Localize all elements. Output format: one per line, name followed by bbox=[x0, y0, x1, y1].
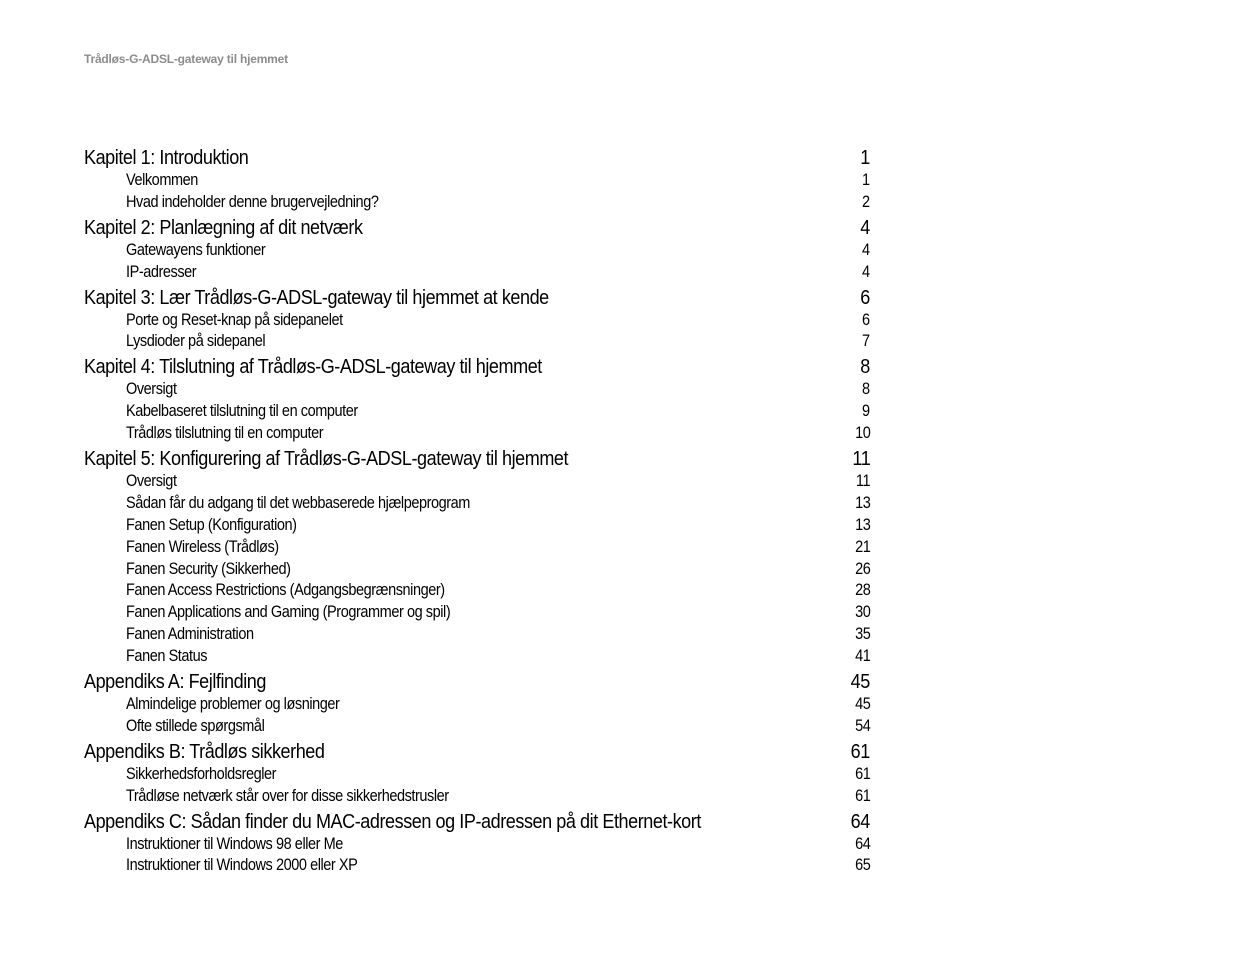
toc-entry-title: Velkommen bbox=[126, 171, 198, 189]
toc-section-entry[interactable] bbox=[84, 240, 870, 262]
toc-entry-title: Kapitel 3: Lær Trådløs-G-ADSL-gateway til hjemmet at kende bbox=[84, 285, 549, 309]
toc-entry-page-number: 61 bbox=[850, 739, 870, 763]
toc-section-entry[interactable] bbox=[84, 331, 870, 353]
toc-entry-title: Kapitel 1: Introduktion bbox=[84, 146, 249, 169]
toc-entry-page-number: 6 bbox=[862, 310, 870, 329]
toc-section-entry[interactable] bbox=[84, 602, 870, 624]
toc-entry-page-number: 8 bbox=[860, 355, 870, 379]
toc-entry-title: Kapitel 4: Tilslutning af Trådløs-G-ADSL-gateway til hjemmet bbox=[84, 355, 542, 379]
toc-chapter-entry[interactable] bbox=[84, 669, 870, 694]
toc-entry-page-number: 13 bbox=[854, 515, 870, 534]
toc-chapter-entry[interactable] bbox=[84, 354, 870, 379]
toc-entry-page-number: 30 bbox=[854, 603, 870, 622]
toc-section-entry[interactable] bbox=[84, 192, 870, 214]
toc-entry-page-number: 65 bbox=[854, 856, 870, 875]
toc-entry-title: Kabelbaseret tilslutning til en computer bbox=[126, 402, 358, 421]
toc-section-entry[interactable] bbox=[84, 262, 870, 284]
toc-entry-page-number: 61 bbox=[854, 764, 870, 783]
toc-entry-page-number: 11 bbox=[852, 447, 870, 471]
toc-entry-title: Oversigt bbox=[126, 380, 177, 399]
toc-entry-page-number: 45 bbox=[854, 695, 870, 714]
toc-entry-title: Appendiks C: Sådan finder du MAC-adressen og IP-adressen på dit Ethernet-kort bbox=[84, 809, 701, 833]
toc-entry-title: Oversigt bbox=[126, 472, 177, 491]
toc-entry-page-number: 2 bbox=[862, 192, 870, 211]
toc-entry-page-number: 4 bbox=[860, 215, 870, 239]
toc-entry-title: Appendiks B: Trådløs sikkerhed bbox=[84, 739, 325, 763]
toc-entry-page-number: 45 bbox=[850, 670, 870, 694]
toc-section-entry[interactable] bbox=[84, 401, 870, 423]
toc-entry-title: Appendiks A: Fejlfinding bbox=[84, 670, 266, 694]
toc-section-entry[interactable] bbox=[84, 786, 870, 808]
toc-entry-page-number: 7 bbox=[862, 332, 870, 351]
toc-entry-page-number: 1 bbox=[860, 146, 870, 169]
toc-entry-title: Kapitel 2: Planlægning af dit netværk bbox=[84, 215, 363, 239]
toc-section-entry[interactable] bbox=[84, 471, 870, 493]
toc-section-entry[interactable] bbox=[84, 694, 870, 716]
toc-entry-page-number: 6 bbox=[860, 285, 870, 309]
toc-entry-title: Fanen Setup (Konfiguration) bbox=[126, 515, 297, 534]
toc-section-entry[interactable] bbox=[84, 493, 870, 515]
toc-entry-title: Fanen Status bbox=[126, 647, 208, 666]
toc-section-entry[interactable] bbox=[84, 515, 870, 537]
toc-section-entry[interactable] bbox=[84, 764, 870, 786]
toc-entry-title: Fanen Administration bbox=[126, 625, 254, 644]
toc-chapter-entry[interactable] bbox=[84, 215, 870, 240]
toc-entry-page-number: 64 bbox=[854, 834, 870, 853]
toc-entry-page-number: 28 bbox=[854, 581, 870, 600]
toc-entry-page-number: 1 bbox=[862, 171, 870, 189]
toc-entry-title: Trådløs tilslutning til en computer bbox=[126, 424, 324, 443]
toc-section-entry[interactable] bbox=[84, 423, 870, 445]
toc-entry-page-number: 26 bbox=[854, 559, 870, 578]
toc-entry-title: Sikkerhedsforholdsregler bbox=[126, 764, 277, 783]
toc-entry-title: Sådan får du adgang til det webbaserede hjælpeprogram bbox=[126, 493, 470, 512]
toc-section-entry[interactable] bbox=[84, 559, 870, 581]
toc-entry-title: Fanen Applications and Gaming (Programmer og spil) bbox=[126, 603, 451, 622]
toc-entry-title: Kapitel 5: Konfigurering af Trådløs-G-ADSL-gateway til hjemmet bbox=[84, 447, 569, 471]
toc-entry-title: Porte og Reset-knap på sidepanelet bbox=[126, 310, 343, 329]
toc-section-entry[interactable] bbox=[84, 834, 870, 856]
toc-chapter-entry[interactable] bbox=[84, 145, 870, 170]
toc-entry-page-number: 54 bbox=[854, 716, 870, 735]
toc-section-entry[interactable] bbox=[84, 537, 870, 559]
toc-entry-title: Instruktioner til Windows 2000 eller XP bbox=[126, 856, 358, 875]
toc-section-entry[interactable] bbox=[84, 580, 870, 602]
toc-entry-page-number: 10 bbox=[854, 424, 870, 443]
toc-entry-title: Lysdioder på sidepanel bbox=[126, 332, 266, 351]
toc-section-entry[interactable] bbox=[84, 170, 870, 192]
toc-entry-page-number: 11 bbox=[855, 472, 870, 491]
toc-entry-page-number: 13 bbox=[854, 493, 870, 512]
document-header: Trådløs-G-ADSL-gateway til hjemmet bbox=[84, 52, 288, 66]
toc-entry-page-number: 35 bbox=[854, 625, 870, 644]
toc-entry-page-number: 9 bbox=[862, 402, 870, 421]
toc-chapter-entry[interactable] bbox=[84, 446, 870, 471]
toc-section-entry[interactable] bbox=[84, 624, 870, 646]
toc-entry-page-number: 4 bbox=[862, 262, 870, 281]
toc-entry-title: Fanen Access Restrictions (Adgangsbegrænsninger) bbox=[126, 581, 445, 600]
toc-entry-title: Gatewayens funktioner bbox=[126, 240, 266, 259]
toc-entry-title: Hvad indeholder denne brugervejledning? bbox=[126, 192, 379, 211]
toc-chapter-entry[interactable] bbox=[84, 285, 870, 310]
toc-chapter-entry[interactable] bbox=[84, 809, 870, 834]
toc-entry-title: Fanen Wireless (Trådløs) bbox=[126, 537, 279, 556]
toc-entry-page-number: 21 bbox=[854, 537, 870, 556]
toc-section-entry[interactable] bbox=[84, 310, 870, 332]
toc-entry-title: Almindelige problemer og løsninger bbox=[126, 695, 340, 714]
toc-entry-title: Trådløse netværk står over for disse sikkerhedstrusler bbox=[126, 786, 449, 805]
toc-entry-page-number: 8 bbox=[862, 380, 870, 399]
toc-section-entry[interactable] bbox=[84, 716, 870, 738]
toc-section-entry[interactable] bbox=[84, 855, 870, 877]
toc-entry-page-number: 4 bbox=[862, 240, 870, 259]
toc-entry-page-number: 64 bbox=[850, 809, 870, 833]
toc-entry-title: Fanen Security (Sikkerhed) bbox=[126, 559, 291, 578]
toc-section-entry[interactable] bbox=[84, 646, 870, 668]
table-of-contents bbox=[84, 144, 870, 877]
toc-chapter-entry[interactable] bbox=[84, 739, 870, 764]
toc-section-entry[interactable] bbox=[84, 379, 870, 401]
toc-entry-page-number: 61 bbox=[854, 786, 870, 805]
toc-entry-page-number: 41 bbox=[854, 647, 870, 666]
toc-entry-title: Instruktioner til Windows 98 eller Me bbox=[126, 834, 343, 853]
toc-entry-title: IP-adresser bbox=[126, 262, 197, 281]
toc-entry-title: Ofte stillede spørgsmål bbox=[126, 716, 265, 735]
